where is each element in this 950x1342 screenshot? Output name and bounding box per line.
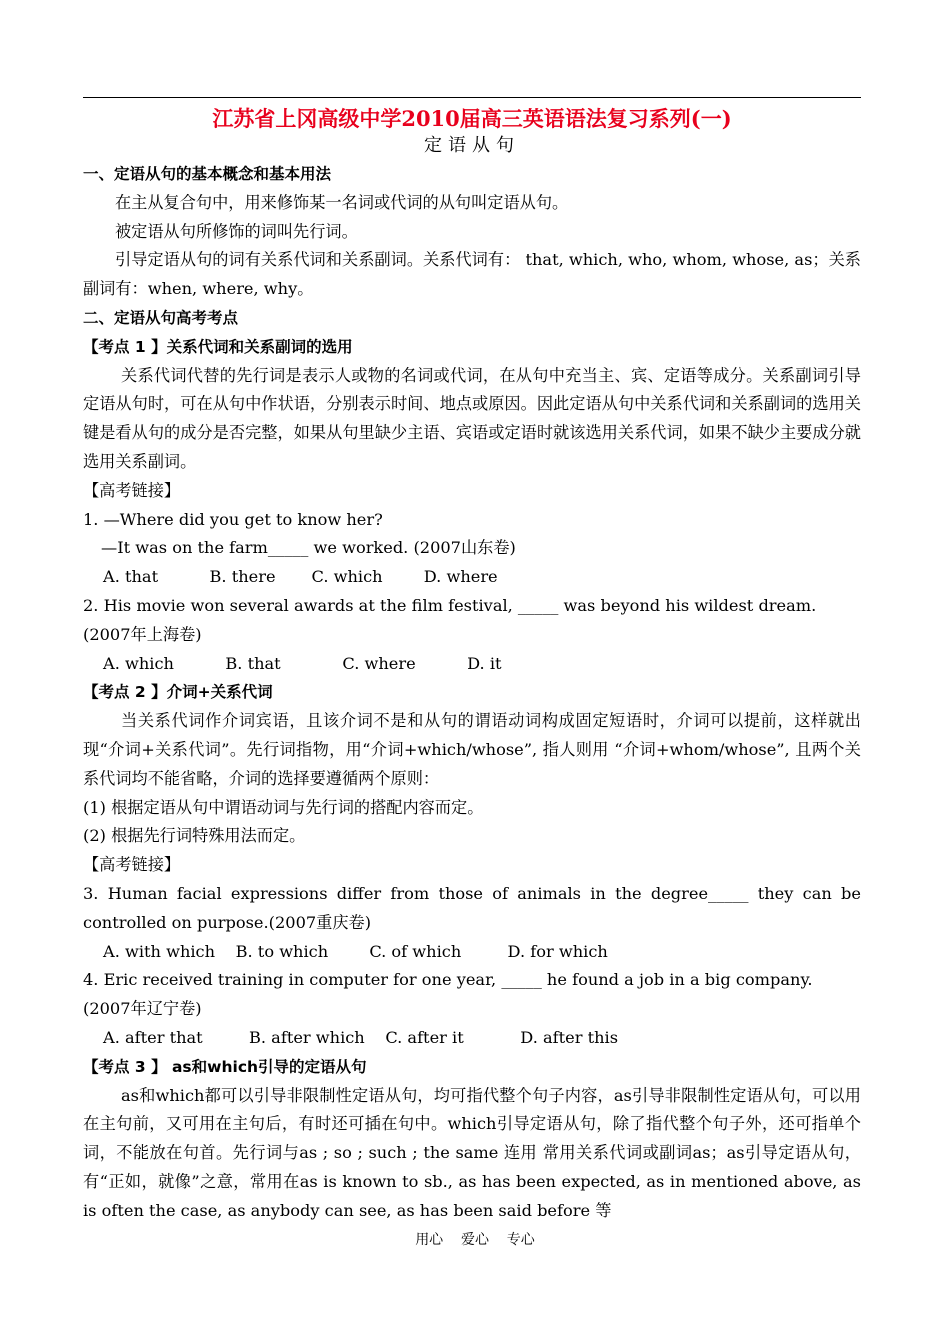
- question-4-source: (2007年辽宁卷): [83, 999, 202, 1019]
- paragraph: 关系代词代替的先行词是表示人或物的名词或代词，在从句中充当主、宾、定语等成分。关系副词引导定语从句时，可在从句中作状语，分别表示时间、地点或原因。因此定语从句中关系代词和关系副词的选用关键是看从句的成分是否完整，如果从句里缺少主语、宾语或定语时就该选用关系代词，如果不缺少主要成分就选用关系副词。: [83, 365, 861, 471]
- exam-link-label: 【高考链接】: [83, 480, 181, 500]
- question-3: 3. Human facial expressions differ from those of animals in the degree_____ they can be controlled on purpose.(2007重庆卷): [83, 883, 861, 932]
- point-2-heading: 【考点 2 】介词+关系代词: [83, 683, 273, 702]
- question-1-options: A. that B. there C. which D. where: [103, 567, 498, 587]
- rule-1: (1) 根据定语从句中谓语动词与先行词的搭配内容而定。: [83, 797, 484, 817]
- section-1-heading: 一、定语从句的基本概念和基本用法: [83, 165, 332, 183]
- question-1-line-2: —It was on the farm_____ we worked. (2007山东卷): [101, 538, 516, 558]
- paragraph: 当关系代词作介词宾语，且该介词不是和从句的谓语动词构成固定短语时，介词可以提前，这样就出现“介词+关系代词”。先行词指物，用“介词+which/whose”, 指人则用 “介词+whom/whose”, 且两个关系代词均不能省略，介词的选择要遵循两个原则：: [83, 711, 861, 788]
- point-1-heading: 【考点 1 】关系代词和关系副词的选用: [83, 337, 353, 356]
- document-subtitle: 定语从句: [424, 135, 520, 156]
- question-2-source: (2007年上海卷): [83, 624, 202, 644]
- rule-2: (2) 根据先行词特殊用法而定。: [83, 826, 306, 846]
- question-3-options: A. with which B. to which C. of which D. for which: [103, 941, 608, 961]
- paragraph: 在主从复合句中，用来修饰某一名词或代词的从句叫定语从句。: [115, 192, 569, 212]
- section-2-heading: 二、定语从句高考考点: [83, 308, 239, 327]
- header-rule: [83, 97, 861, 98]
- paragraph: as和which都可以引导非限制性定语从句，均可指代整个句子内容，as引导非限制性定语从句，可以用在主句前，又可用在主句后，有时还可插在句中。which引导定语从句，除了指代整个句子外，还可指单个词，不能放在句首。先行词与as ; so ; such ; the same 连用 常用关系代词或副词as；as引导定语从句，有“正如，就像”之意，常用在as is known to sb., as has been expected, as in mentioned above, as is often the case, as anybody can see, as has been said before 等: [83, 1085, 861, 1220]
- point-3-heading: 【考点 3 】 as和which引导的定语从句: [83, 1057, 367, 1076]
- question-2-options: A. which B. that C. where D. it: [103, 653, 502, 673]
- question-4-options: A. after that B. after which C. after it D. after this: [103, 1027, 619, 1047]
- document-body: [83, 160, 861, 1225]
- paragraph: 引导定语从句的词有关系代词和关系副词。关系代词有： that, which, who, whom, whose, as；关系副词有：when, where, why。: [83, 250, 861, 299]
- question-2: 2. His movie won several awards at the film festival, _____ was beyond his wildest dream.: [83, 595, 817, 615]
- document-title: 江苏省上冈高级中学2010届高三英语语法复习系列(一): [212, 106, 732, 131]
- question-4: 4. Eric received training in computer for one year, _____ he found a job in a big company.: [83, 970, 813, 990]
- page-footer: 用心 爱心 专心: [415, 1232, 535, 1248]
- question-1: 1. —Where did you get to know her?: [83, 509, 383, 529]
- exam-link-label: 【高考链接】: [83, 855, 181, 875]
- paragraph: 被定语从句所修饰的词叫先行词。: [115, 221, 358, 241]
